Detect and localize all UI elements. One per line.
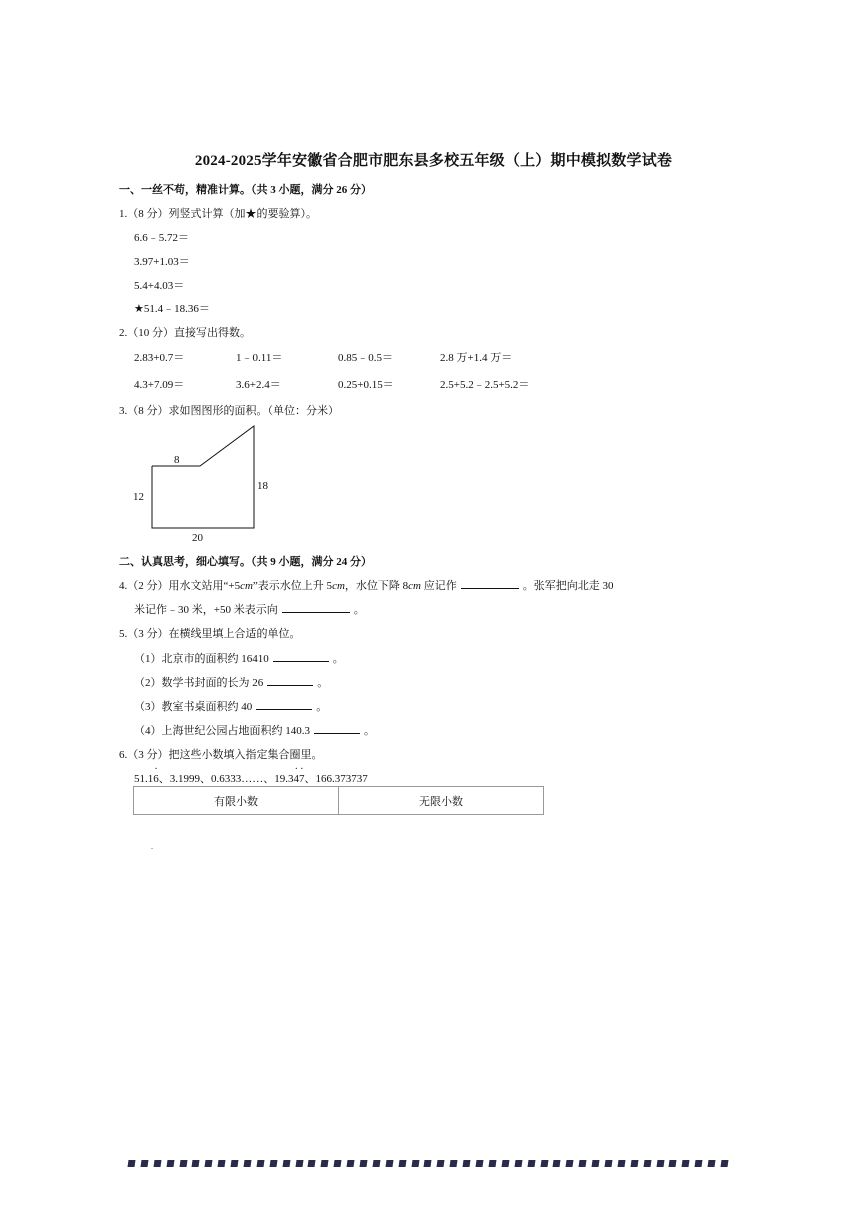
q5-item-2 — [134, 674, 328, 690]
footer-square — [218, 1160, 226, 1167]
footer-square — [514, 1160, 522, 1167]
footer-square — [592, 1160, 600, 1167]
question-2-stem: 2.（10 分）直接写出得数。 — [119, 327, 251, 339]
footer-square — [566, 1160, 574, 1167]
footer-square — [295, 1160, 303, 1167]
q5-item-3-text: （3）教室书桌面积约 40 — [134, 701, 253, 713]
footer-square — [334, 1160, 342, 1167]
footer-decoration — [128, 1154, 740, 1164]
q2-row1-item-1: 2.83+0.7＝ — [134, 352, 185, 364]
question-1-stem: 1.（8 分）列竖式计算（加★的要验算）。 — [119, 208, 317, 220]
q4-text-e: 。张军把向北走 30 — [522, 580, 614, 592]
footer-square — [360, 1160, 368, 1167]
question-3-stem: 3.（8 分）求如图图形的面积。（单位：分米） — [119, 405, 339, 417]
q4-unit-3: cm — [408, 580, 421, 592]
q4-text-d: 应记作 — [420, 580, 457, 592]
footer-square — [695, 1160, 703, 1167]
q5-item-1-text: （1）北京市的面积约 16410 — [134, 653, 269, 665]
area-figure — [125, 420, 285, 550]
footer-square — [488, 1160, 496, 1167]
footer-square — [140, 1160, 148, 1167]
q2-row2-item-1: 4.3+7.09＝ — [134, 379, 185, 391]
q2-row1-item-2: 1﹣0.11＝ — [236, 352, 283, 364]
footer-square — [682, 1160, 690, 1167]
footer-square — [231, 1160, 239, 1167]
finite-decimal-cell[interactable]: 有限小数 — [214, 795, 258, 808]
footer-square — [269, 1160, 277, 1167]
question-4-line-1 — [119, 577, 613, 593]
footer-square — [604, 1160, 612, 1167]
q6-recurring-digit-2: 4 · — [294, 773, 300, 785]
q5-item-1 — [134, 650, 344, 666]
footer-square — [579, 1160, 587, 1167]
q6-recurring-digit-3: 7 · — [299, 773, 305, 785]
question-4-line-2 — [134, 601, 365, 617]
q2-row2-item-2: 3.6+2.4＝ — [236, 379, 281, 391]
footer-square — [553, 1160, 561, 1167]
footer-square — [179, 1160, 187, 1167]
q2-row2-item-4: 2.5+5.2﹣2.5+5.2＝ — [440, 379, 530, 391]
footer-square — [192, 1160, 200, 1167]
footer-square — [411, 1160, 419, 1167]
q6-numbers-c: 、166.373737 — [304, 773, 368, 785]
infinite-decimal-cell[interactable]: 无限小数 — [338, 787, 543, 814]
figure-label-left: 12 — [133, 491, 144, 503]
q6-numbers-a: 51.1 — [134, 773, 154, 785]
q5-item-1-end: 。 — [332, 653, 344, 665]
footer-square — [166, 1160, 174, 1167]
q4-answer-blank-2[interactable] — [282, 602, 350, 613]
footer-square — [669, 1160, 677, 1167]
q4-unit-2: cm — [332, 580, 345, 592]
q4-text-c: ，水位下降 8 — [344, 580, 409, 592]
q2-row2-item-3: 0.25+0.15＝ — [338, 379, 394, 391]
q6-recurring-digit-1: 6 · — [153, 773, 159, 785]
footer-square — [501, 1160, 509, 1167]
figure-label-top: 8 — [174, 454, 180, 466]
footer-square — [128, 1160, 136, 1167]
q1-item-2: 3.97+1.03＝ — [134, 256, 190, 268]
q4-text-g: 。 — [353, 604, 365, 616]
q1-item-4: ★51.4﹣18.36＝ — [134, 303, 210, 315]
q4-text-f: 米记作﹣30 米，+50 米表示向 — [134, 604, 278, 616]
q5-item-2-end: 。 — [317, 677, 329, 689]
footer-square — [617, 1160, 625, 1167]
footer-square — [385, 1160, 393, 1167]
q2-row1-item-3: 0.85﹣0.5＝ — [338, 352, 393, 364]
footer-square — [540, 1160, 548, 1167]
q4-answer-blank-1[interactable] — [461, 578, 519, 589]
q4-text-a: 4.（2 分）用水文站用“+5 — [119, 580, 241, 592]
q1-item-3: 5.4+4.03＝ — [134, 280, 185, 292]
q6-numbers — [134, 770, 368, 786]
q5-item-4-end: 。 — [364, 725, 375, 737]
footer-square — [476, 1160, 484, 1167]
q5-item-4 — [134, 722, 375, 738]
q6-numbers-b: 、3.1999、0.6333……、19.3 — [158, 773, 294, 785]
footer-square — [347, 1160, 355, 1167]
footer-square — [244, 1160, 252, 1167]
footer-square — [450, 1160, 458, 1167]
q5-item-4-text: （4）上海世纪公园占地面积约 140.3 — [134, 725, 310, 737]
q5-item-3-end: 。 — [316, 701, 328, 713]
figure-outline — [152, 426, 254, 528]
page-title: 2024-2025学年安徽省合肥市肥东县多校五年级（上）期中模拟数学试卷 — [194, 153, 673, 169]
q2-row1-item-4: 2.8 万+1.4 万＝ — [440, 352, 513, 364]
figure-label-right: 18 — [257, 480, 268, 492]
footer-square — [463, 1160, 471, 1167]
footer-square — [308, 1160, 316, 1167]
footer-square — [282, 1160, 290, 1167]
footer-square — [437, 1160, 445, 1167]
footer-square — [424, 1160, 432, 1167]
footer-square — [398, 1160, 406, 1167]
q4-unit-1: cm — [240, 580, 253, 592]
footer-square — [321, 1160, 329, 1167]
footer-square — [527, 1160, 535, 1167]
q5-answer-blank-3[interactable] — [256, 699, 312, 710]
question-6-stem: 6.（3 分）把这些小数填入指定集合圈里。 — [119, 749, 323, 761]
footer-square — [708, 1160, 716, 1167]
q1-item-1: 6.6﹣5.72＝ — [134, 232, 189, 244]
footer-square — [256, 1160, 264, 1167]
stray-mark: . — [151, 842, 153, 851]
q5-item-2-text: （2）数学书封面的长为 26 — [134, 677, 264, 689]
q5-answer-blank-2[interactable] — [267, 675, 313, 686]
footer-square — [153, 1160, 161, 1167]
q5-answer-blank-4[interactable] — [314, 723, 360, 734]
q5-answer-blank-1[interactable] — [273, 651, 329, 662]
footer-square — [372, 1160, 380, 1167]
question-5-stem: 5.（3 分）在横线里填上合适的单位。 — [119, 628, 301, 640]
footer-square — [720, 1160, 728, 1167]
footer-square — [656, 1160, 664, 1167]
q6-set-table — [133, 786, 544, 815]
q4-text-b: ”表示水位上升 5 — [252, 580, 333, 592]
figure-label-bottom: 20 — [192, 532, 203, 544]
footer-square — [205, 1160, 213, 1167]
footer-square — [630, 1160, 638, 1167]
q5-item-3 — [134, 698, 327, 714]
section-1-heading: 一、一丝不苟，精准计算。（共 3 小题，满分 26 分） — [119, 184, 372, 196]
section-2-heading: 二、认真思考，细心填写。（共 9 小题，满分 24 分） — [119, 556, 372, 568]
footer-square — [643, 1160, 651, 1167]
